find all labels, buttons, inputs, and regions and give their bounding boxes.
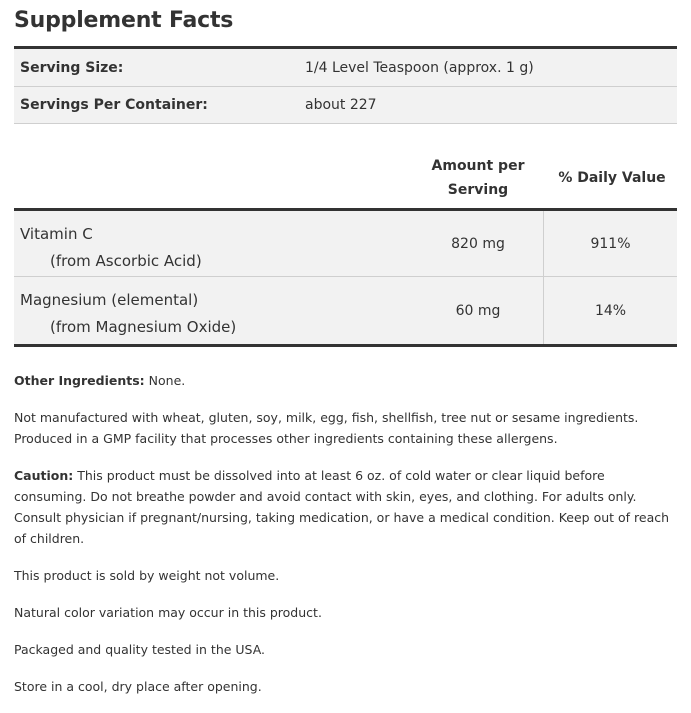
nutrient-row — [14, 211, 677, 277]
daily-value-header: % Daily Value — [558, 170, 666, 186]
color-note: Natural color variation may occur in this product. — [14, 605, 322, 620]
nutrient-daily-value: 14% — [594, 302, 627, 319]
nutrient-name: Vitamin C — [20, 225, 93, 243]
panel-title: Supplement Facts — [14, 8, 234, 33]
allergen-line-2: Produced in a GMP facility that processes other ingredients containing these allergens. — [14, 431, 558, 446]
allergen-statement — [14, 407, 677, 449]
servings-per-container-label: Servings Per Container: — [20, 97, 208, 113]
caution-label: Caution: — [14, 468, 74, 483]
nutrient-row — [14, 277, 677, 344]
amount-per-serving-header — [417, 154, 539, 202]
other-ingredients-label: Other Ingredients: — [14, 373, 145, 388]
table-bottom-divider — [14, 344, 677, 347]
amount-header-line1: Amount per — [431, 158, 525, 174]
nutrient-amount: 60 mg — [455, 302, 501, 319]
amount-header-line2: Serving — [447, 182, 509, 198]
allergen-line-1: Not manufactured with wheat, gluten, soy, milk, egg, fish, shellfish, tree nut or sesame ingredients. — [14, 410, 639, 425]
weight-note: This product is sold by weight not volume. — [14, 568, 280, 583]
caution-text: This product must be dissolved into at least 6 oz. of cold water or clear liquid before consuming. Do not breathe powder and avoid contact with skin, eyes, and clothing. For adults only. Consult physician if pregnant/nursing, taking medication, or have a medical condition. Keep out of reach of children. — [14, 468, 670, 546]
servings-per-container-row — [14, 87, 677, 124]
caution-statement — [14, 465, 677, 549]
serving-size-row — [14, 49, 677, 87]
nutrient-daily-value: 911% — [590, 235, 631, 252]
storage-note: Store in a cool, dry place after opening. — [14, 679, 262, 694]
notes-section — [14, 370, 677, 713]
servings-per-container-value: about 227 — [305, 97, 377, 113]
nutrient-name: Magnesium (elemental) — [20, 291, 199, 309]
nutrient-source: (from Ascorbic Acid) — [50, 252, 202, 270]
nutrient-amount: 820 mg — [451, 235, 505, 252]
serving-size-value: 1/4 Level Teaspoon (approx. 1 g) — [305, 59, 534, 76]
other-ingredients — [14, 370, 677, 391]
serving-size-label: Serving Size: — [20, 59, 124, 76]
packaged-note: Packaged and quality tested in the USA. — [14, 642, 266, 657]
other-ingredients-text: None. — [144, 373, 186, 388]
nutrient-name-cell — [20, 221, 202, 275]
nutrient-name-cell — [20, 287, 236, 341]
nutrient-source: (from Magnesium Oxide) — [50, 318, 237, 336]
